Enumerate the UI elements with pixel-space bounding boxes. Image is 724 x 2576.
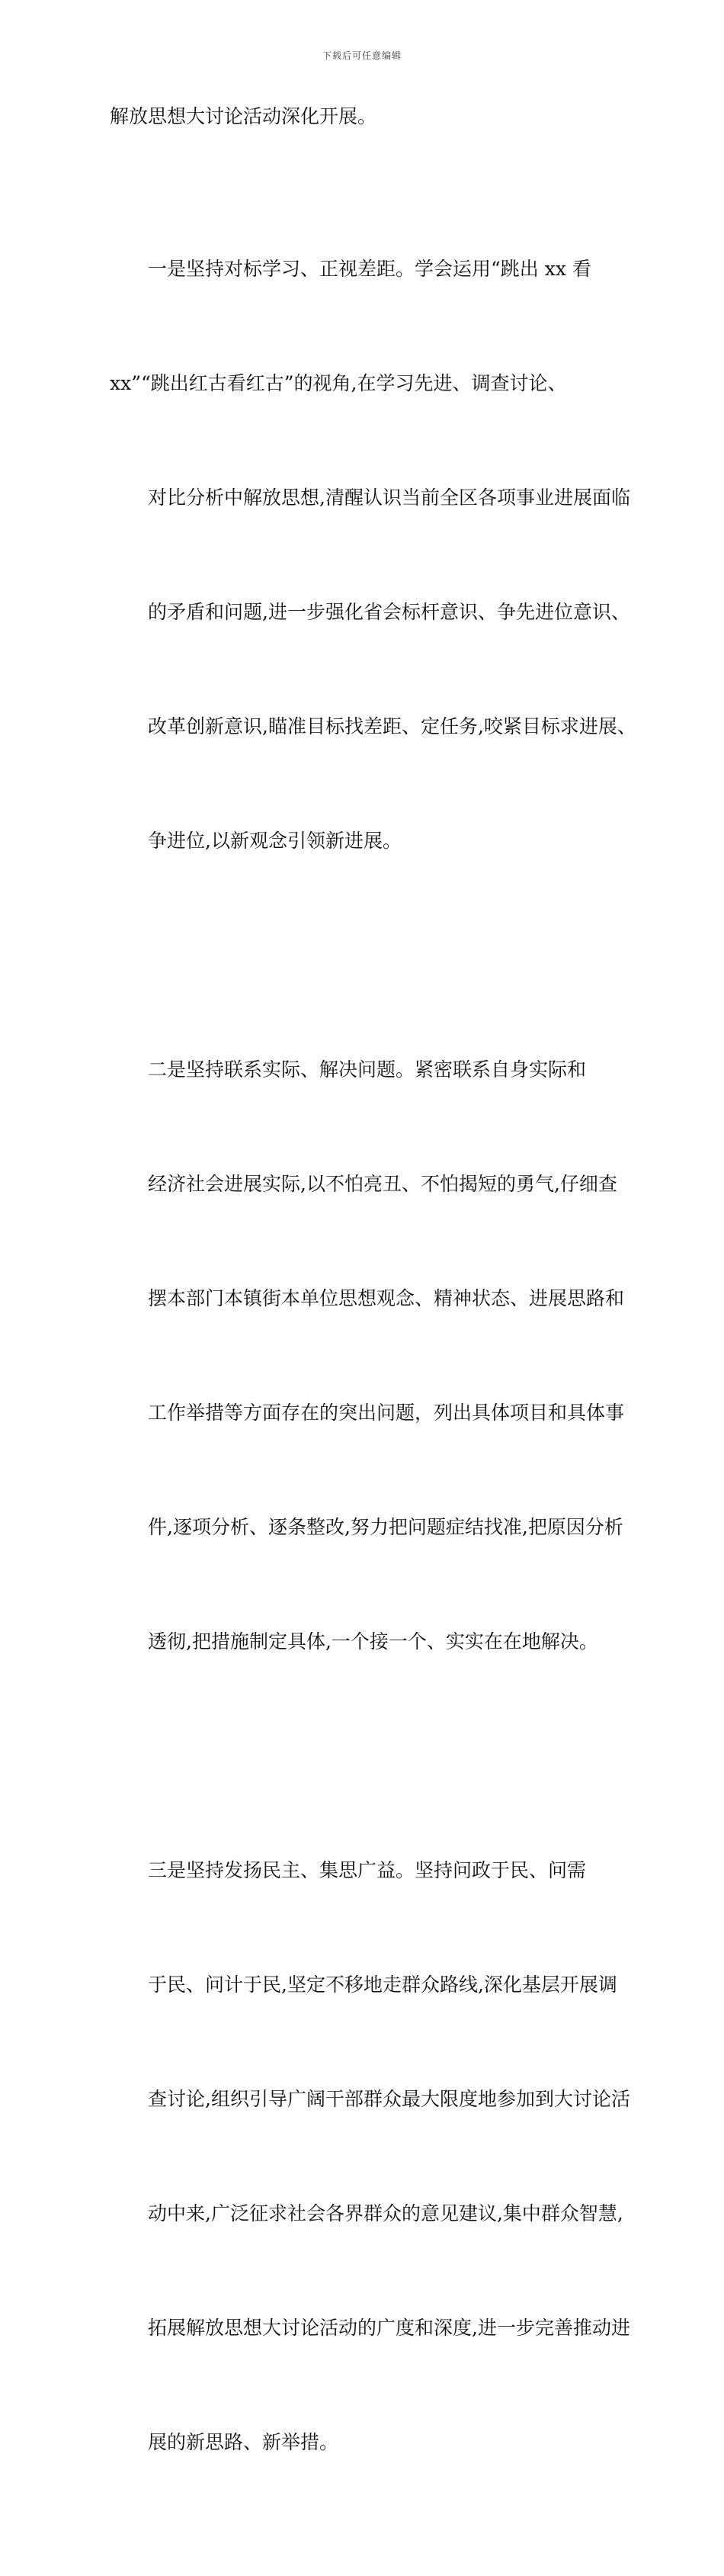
paragraph-line: 件,逐项分析、逐条整改,努力把问题症结找准,把原因分析 <box>148 1516 623 1538</box>
paragraph-line: 动中来,广泛征求社会各界群众的意见建议,集中群众智慧, <box>148 2202 623 2224</box>
paragraph-3 <box>110 1775 636 2538</box>
paragraph-line: 经济社会进展实际,以不怕亮丑、不怕揭短的勇气,仔细查 <box>148 1173 617 1195</box>
paragraph-line: 一是坚持对标学习、正视差距。学会运用“跳出 xx 看 <box>148 258 591 280</box>
paragraph-line: 查讨论,组织引导广阔干部群众最大限度地参加到大讨论活 <box>148 2088 630 2110</box>
paragraph-line: 透彻,把措施制定具体,一个接一个、实实在在地解决。 <box>148 1630 598 1653</box>
document-body <box>110 98 636 2576</box>
paragraph-line: 工作举措等方面存在的突出问题，列出具体项目和具体事 <box>148 1402 625 1424</box>
paragraph-1 <box>110 174 636 936</box>
paragraph-line: 展的新思路、新举措。 <box>148 2431 339 2453</box>
paragraph-2 <box>110 975 636 1737</box>
paragraph-line: 改革创新意识,瞄准目标找差距、定任务,咬紧目标求进展、 <box>148 715 636 737</box>
paragraph-line: 的矛盾和问题,进一步强化省会标杆意识、争先进位意识、 <box>148 601 630 623</box>
paragraph-line: 争进位,以新观念引领新进展。 <box>148 830 402 852</box>
paragraph-line: 拓展解放思想大讨论活动的广度和深度,进一步完善推动进 <box>148 2317 630 2339</box>
paragraph-line: 于民、问计于民,坚定不移地走群众路线,深化基层开展调 <box>148 1974 617 1996</box>
lead-fragment: 解放思想大讨论活动深化开展。 <box>110 105 377 127</box>
paragraph-line: 二是坚持联系实际、解决问题。紧密联系自身实际和 <box>148 1058 587 1081</box>
header-note: 下载后可任意编辑 <box>322 50 402 61</box>
paragraph-line: 摆本部门本镇街本单位思想观念、精神状态、进展思路和 <box>148 1287 625 1309</box>
paragraph-line: 对比分析中解放思想,清醒认识当前全区各项事业进展面临 <box>148 487 630 509</box>
paragraph-line: 三是坚持发扬民主、集思广益。坚持问政于民、问需 <box>148 1859 587 1881</box>
paragraph-line: xx”“跳出红古看红古”的视角,在学习先进、调查讨论、 <box>110 372 567 394</box>
